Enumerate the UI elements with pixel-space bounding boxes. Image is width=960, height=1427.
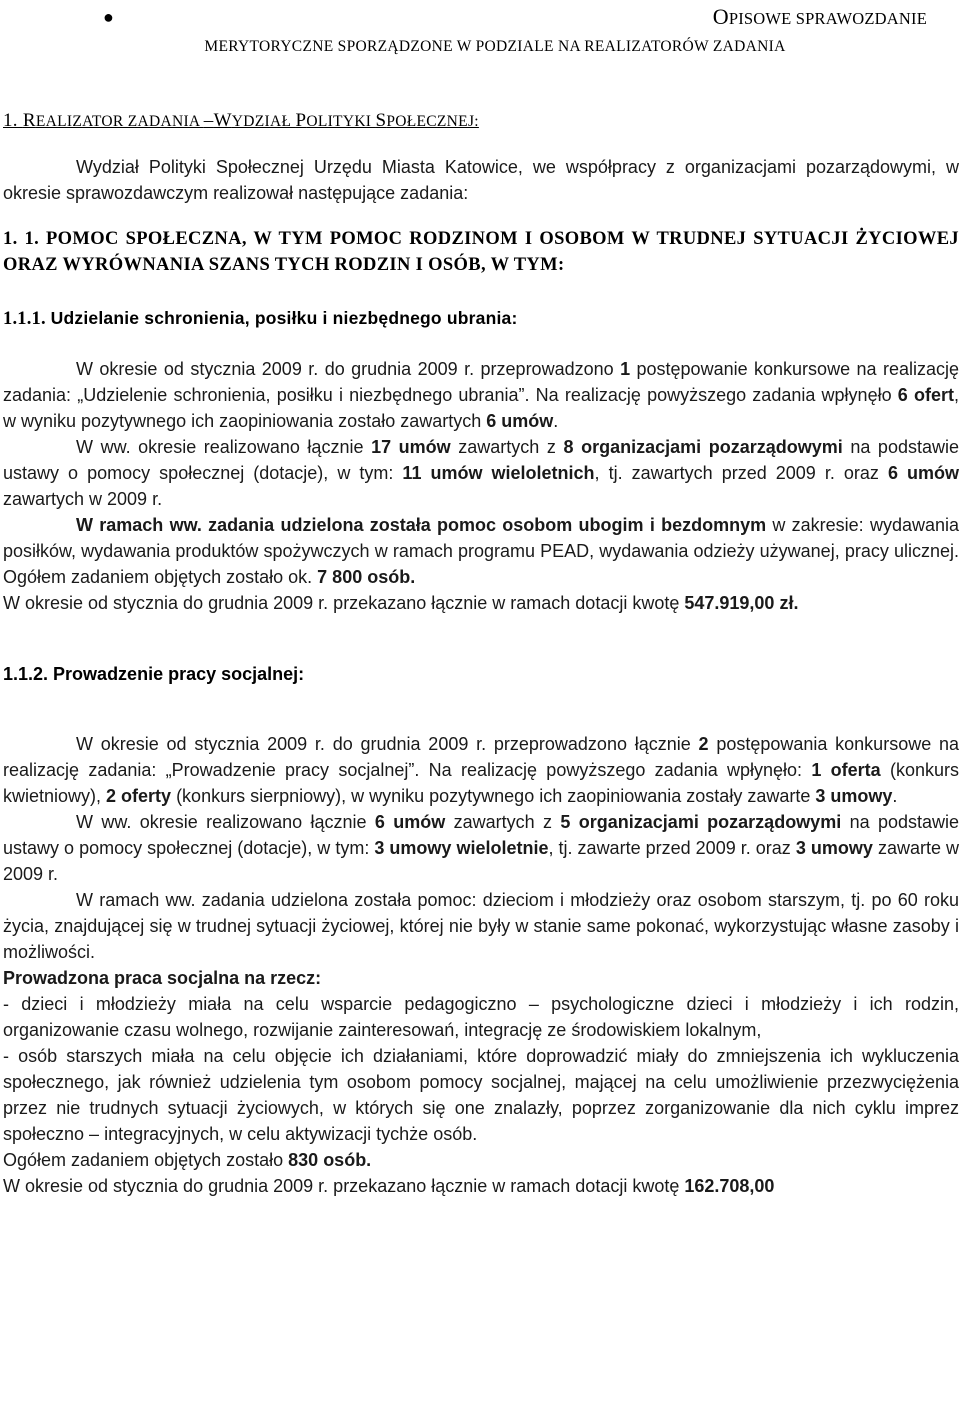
title-row — [3, 2, 959, 32]
bullet-icon: ● — [103, 7, 114, 27]
s112-paragraph-6: - osób starszych miała na celu objęcie ich działaniami, które doprowadzić miały do zmniejszenia ich wykluczenia społecznego, jak również udzielenia tym osobom pomocy socjalnej, mającej na celu umożliwienie przezwyciężenia przez nie trudnych sytuacji życiowych, w których się one znalazły, poprzez zorganizowanie dla nich cyklu imprez społeczno – integracyjnych, w celu aktywizacji tychże osób. — [3, 1046, 959, 1144]
s112-paragraph-5: - dzieci i młodzieży miała na celu wsparcie pedagogiczno – psychologiczne dzieci i młodzieży i ich rodzin, organizowanie czasu wolnego, rozwijanie zainteresowań, integrację ze środowiskiem lokalnym, — [3, 994, 959, 1040]
s112-paragraph-8: W okresie od stycznia do grudnia 2009 r. przekazano łącznie w ramach dotacji kwotę 162.708,00 — [3, 1176, 775, 1196]
heading-1-1: 1. 1. POMOC SPOŁECZNA, W TYM POMOC RODZINOM I OSOBOM W TRUDNEJ SYTUACJI ŻYCIOWEJ ORAZ WYRÓWNANIA SZANS TYCH RODZIN I OSÓB, W TYM: — [3, 229, 959, 275]
s112-paragraph-1: W okresie od stycznia 2009 r. do grudnia 2009 r. przeprowadzono łącznie 2 postępowania konkursowe na realizację zadania: „Prowadzenie pracy socjalnej”. Na realizację powyższego zadania wpłynęło: 1 oferta (konkurs kwietniowy), 2 oferty (konkurs sierpniowy), w wyniku pozytywnego ich zaopiniowania zostały zawarte 3 umowy. — [3, 734, 959, 806]
s112-paragraph-7: Ogółem zadaniem objętych zostało 830 osób. — [3, 1150, 372, 1170]
heading-1-1-2: 1.1.2. Prowadzenie pracy socjalnej: — [3, 664, 305, 684]
document-title: OPISOWE SPRAWOZDANIE — [712, 4, 927, 29]
document-page — [0, 2, 960, 1199]
s112-paragraph-3: W ramach ww. zadania udzielona została pomoc: dzieciom i młodzieży oraz osobom starszym, tj. po 60 roku życia, znajdującej się w trudnej sytuacji życiowej, której nie były w stanie same pokonać, wykorzystując własne zasoby i możliwości. — [3, 890, 959, 962]
s111-paragraph-2: W ww. okresie realizowano łącznie 17 umów zawartych z 8 organizacjami pozarządowymi na podstawie ustawy o pomocy społecznej (dotacje), w tym: 11 umów wieloletnich, tj. zawartych przed 2009 r. oraz 6 umów zawartych w 2009 r. — [3, 437, 959, 509]
section-1-heading: 1. REALIZATOR ZADANIA –WYDZIAŁ POLITYKI SPOŁECZNEJ: — [3, 110, 479, 131]
heading-1-1-1: 1.1.1. Udzielanie schronienia, posiłku i niezbędnego ubrania: — [3, 308, 518, 329]
s111-paragraph-3: W ramach ww. zadania udzielona została pomoc osobom ubogim i bezdomnym w zakresie: wydawania posiłków, wydawania produktów spożywczych w ramach programu PEAD, wydawania odzieży używanej, pracy ulicznej. Ogółem zadaniem objętych zostało ok. 7 800 osób. — [3, 515, 959, 587]
s112-paragraph-2: W ww. okresie realizowano łącznie 6 umów zawartych z 5 organizacjami pozarządowymi na podstawie ustawy o pomocy społecznej (dotacje), w tym: 3 umowy wieloletnie, tj. zawarte przed 2009 r. oraz 3 umowy zawarte w 2009 r. — [3, 812, 959, 884]
s111-paragraph-4: W okresie od stycznia do grudnia 2009 r. przekazano łącznie w ramach dotacji kwotę 547.919,00 zł. — [3, 593, 799, 613]
s112-paragraph-4-heading: Prowadzona praca socjalna na rzecz: — [3, 968, 322, 988]
intro-paragraph: Wydział Polityki Społecznej Urzędu Miasta Katowice, we współpracy z organizacjami pozarządowymi, w okresie sprawozdawczym realizował następujące zadania: — [3, 157, 959, 203]
s111-paragraph-1: W okresie od stycznia 2009 r. do grudnia 2009 r. przeprowadzono 1 postępowanie konkursowe na realizację zadania: „Udzielenie schronienia, posiłku i niezbędnego ubrania”. Na realizację powyższego zadania wpłynęło 6 ofert, w wyniku pozytywnego ich zaopiniowania zostało zawartych 6 umów. — [3, 359, 959, 431]
document-subtitle: MERYTORYCZNE SPORZĄDZONE W PODZIALE NA REALIZATORÓW ZADANIA — [204, 38, 786, 55]
